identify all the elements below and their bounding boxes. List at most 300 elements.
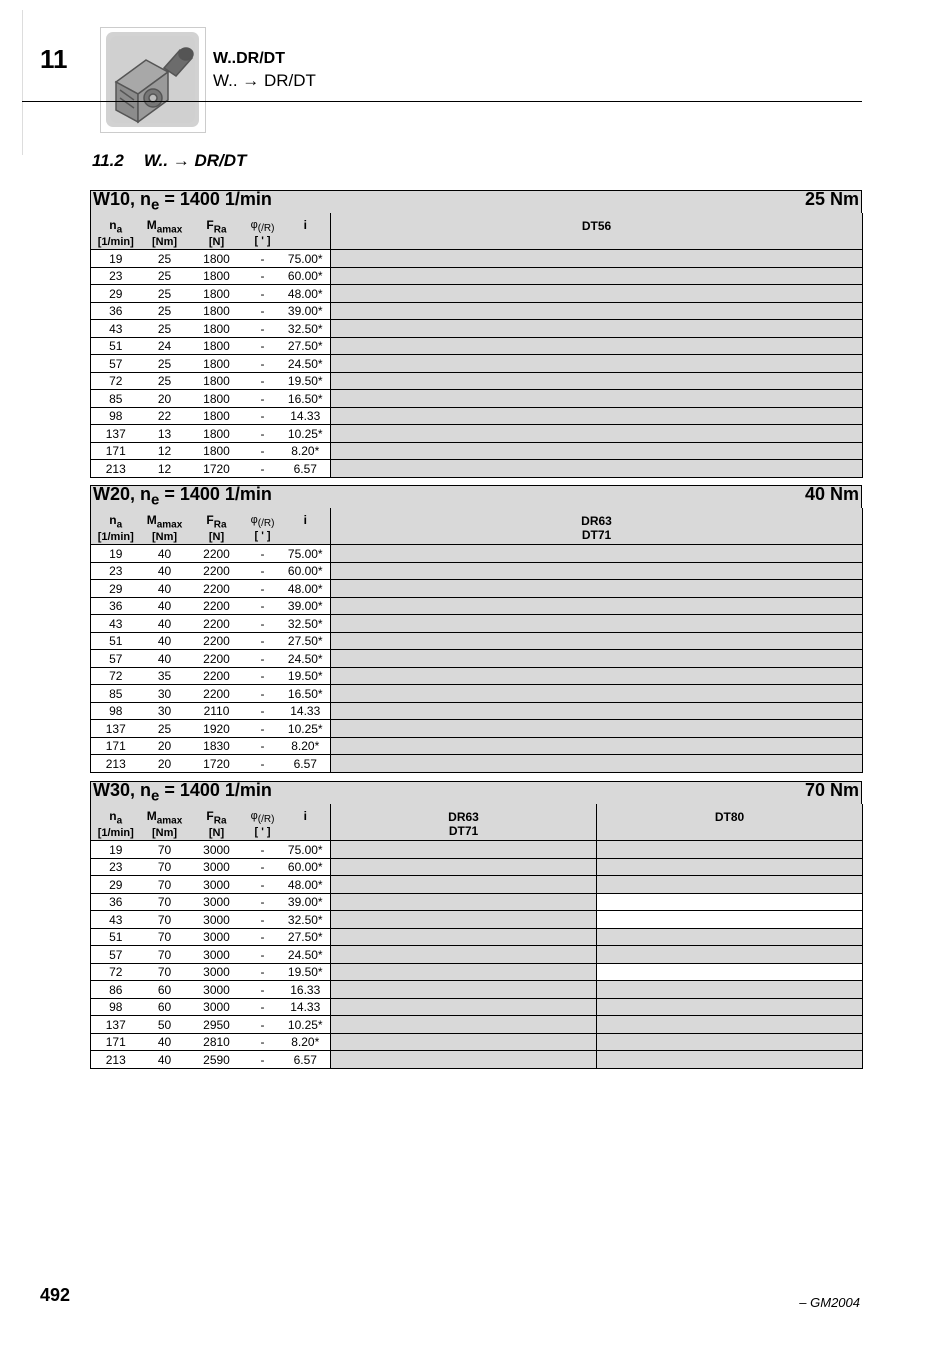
cell-phi: - xyxy=(245,928,281,946)
cell-fra: 2200 xyxy=(189,580,245,598)
motor-availability-cell xyxy=(331,702,863,720)
cell-mamax: 40 xyxy=(141,1051,189,1069)
table-row xyxy=(91,425,863,443)
cell-i: 48.00* xyxy=(281,285,331,303)
col-fra-symbol: $F_{Ra}$ xyxy=(206,513,227,531)
col-i-symbol: i xyxy=(303,218,307,232)
col-na-symbol: $n_a$ xyxy=(109,218,123,236)
motor-availability-cell xyxy=(331,390,863,408)
cell-na: 72 xyxy=(91,372,141,390)
col-na xyxy=(91,508,141,545)
cell-na: 43 xyxy=(91,320,141,338)
motor-availability-cell xyxy=(331,928,597,946)
table-row xyxy=(91,893,863,911)
table-row xyxy=(91,981,863,999)
cell-mamax: 50 xyxy=(141,1016,189,1034)
table-title-bar xyxy=(90,485,862,508)
footer-doc-id: – GM2004 xyxy=(799,1295,860,1310)
cell-phi: - xyxy=(245,632,281,650)
cell-i: 27.50* xyxy=(281,928,331,946)
cell-mamax: 40 xyxy=(141,650,189,668)
cell-i: 14.33 xyxy=(281,702,331,720)
motor-availability-cell xyxy=(331,337,863,355)
cell-na: 72 xyxy=(91,963,141,981)
cell-phi: - xyxy=(245,893,281,911)
col-phi-subscript: (/R) xyxy=(257,518,275,530)
data-table xyxy=(90,213,863,478)
cell-mamax: 25 xyxy=(141,355,189,373)
cell-phi: - xyxy=(245,720,281,738)
table-title-bar xyxy=(90,190,862,213)
table-row xyxy=(91,911,863,929)
cell-i: 27.50* xyxy=(281,337,331,355)
cell-mamax: 25 xyxy=(141,372,189,390)
cell-phi: - xyxy=(245,667,281,685)
motor-availability-cell xyxy=(331,372,863,390)
cell-na: 43 xyxy=(91,615,141,633)
col-fra-symbol: $F_{Ra}$ xyxy=(206,809,227,827)
table-w30 xyxy=(90,781,862,1069)
cell-mamax: 25 xyxy=(141,720,189,738)
table-title-bar xyxy=(90,781,862,804)
cell-fra: 1800 xyxy=(189,250,245,268)
motor-label: DT80 xyxy=(714,810,745,824)
cell-na: 29 xyxy=(91,876,141,894)
table-row xyxy=(91,720,863,738)
col-phi-subscript: (/R) xyxy=(257,223,275,235)
cell-i: 39.00* xyxy=(281,597,331,615)
col-i-symbol: i xyxy=(303,809,307,823)
col-mamax-unit: [Nm] xyxy=(151,827,178,840)
col-i xyxy=(281,804,331,841)
cell-mamax: 40 xyxy=(141,545,189,563)
cell-phi: - xyxy=(245,650,281,668)
cell-phi: - xyxy=(245,946,281,964)
cell-phi: - xyxy=(245,267,281,285)
motor-availability-cell xyxy=(331,858,597,876)
motor-label: DR63 DT71 xyxy=(581,514,612,542)
motor-availability-cell xyxy=(331,597,863,615)
motor-availability-cell xyxy=(331,302,863,320)
table-row xyxy=(91,285,863,303)
cell-na: 171 xyxy=(91,1033,141,1051)
cell-i: 48.00* xyxy=(281,580,331,598)
table-row xyxy=(91,685,863,703)
section-title xyxy=(92,151,246,171)
col-fra xyxy=(189,508,245,545)
motor-col-0 xyxy=(331,804,597,841)
section-number: 11.2 xyxy=(92,151,124,170)
cell-fra: 3000 xyxy=(189,963,245,981)
cell-mamax: 30 xyxy=(141,685,189,703)
cell-i: 24.50* xyxy=(281,650,331,668)
cell-phi: - xyxy=(245,442,281,460)
col-phi-symbol: $\varphi_{(/R)}$ xyxy=(250,810,275,826)
col-fra-unit: [N] xyxy=(208,531,225,544)
cell-fra: 2200 xyxy=(189,545,245,563)
cell-i: 16.50* xyxy=(281,390,331,408)
cell-phi: - xyxy=(245,702,281,720)
table-row xyxy=(91,737,863,755)
cell-fra: 3000 xyxy=(189,893,245,911)
cell-fra: 3000 xyxy=(189,928,245,946)
cell-mamax: 25 xyxy=(141,250,189,268)
motor-availability-cell xyxy=(331,355,863,373)
motor-availability-cell xyxy=(331,667,863,685)
cell-phi: - xyxy=(245,597,281,615)
gear-motor-icon xyxy=(106,32,199,127)
table-row xyxy=(91,320,863,338)
motor-availability-cell xyxy=(331,320,863,338)
cell-na: 43 xyxy=(91,911,141,929)
cell-fra: 1800 xyxy=(189,320,245,338)
header-row xyxy=(91,804,863,841)
cell-na: 85 xyxy=(91,685,141,703)
table-row xyxy=(91,1033,863,1051)
ne-subscript: e xyxy=(151,491,160,509)
cell-i: 24.50* xyxy=(281,946,331,964)
cell-mamax: 12 xyxy=(141,460,189,478)
cell-i: 6.57 xyxy=(281,1051,331,1069)
col-fra-unit: [N] xyxy=(208,236,225,249)
cell-mamax: 40 xyxy=(141,562,189,580)
col-fra-subscript: Ra xyxy=(213,224,227,236)
cell-mamax: 70 xyxy=(141,963,189,981)
cell-phi: - xyxy=(245,372,281,390)
motor-availability-cell xyxy=(597,911,863,929)
col-mamax-unit: [Nm] xyxy=(151,531,178,544)
cell-fra: 2590 xyxy=(189,1051,245,1069)
cell-phi: - xyxy=(245,545,281,563)
motor-availability-cell xyxy=(331,267,863,285)
table-row xyxy=(91,597,863,615)
cell-phi: - xyxy=(245,755,281,773)
col-phi xyxy=(245,213,281,250)
cell-mamax: 40 xyxy=(141,597,189,615)
motor-availability-cell xyxy=(331,442,863,460)
cell-mamax: 70 xyxy=(141,893,189,911)
cell-phi: - xyxy=(245,963,281,981)
col-mamax-subscript: amax xyxy=(156,815,183,827)
cell-na: 29 xyxy=(91,580,141,598)
motor-col-0 xyxy=(331,213,863,250)
cell-fra: 1800 xyxy=(189,285,245,303)
page-number: 492 xyxy=(40,1285,71,1305)
cell-na: 137 xyxy=(91,720,141,738)
cell-i: 32.50* xyxy=(281,320,331,338)
col-i-symbol: i xyxy=(303,513,307,527)
cell-fra: 3000 xyxy=(189,946,245,964)
cell-i: 14.33 xyxy=(281,407,331,425)
cell-phi: - xyxy=(245,390,281,408)
table-row xyxy=(91,841,863,859)
cell-na: 23 xyxy=(91,267,141,285)
motor-availability-cell xyxy=(597,928,863,946)
cell-na: 213 xyxy=(91,1051,141,1069)
cell-na: 171 xyxy=(91,737,141,755)
cell-i: 32.50* xyxy=(281,615,331,633)
cell-na: 19 xyxy=(91,545,141,563)
ne-subscript: e xyxy=(151,787,160,805)
motor-availability-cell xyxy=(331,841,597,859)
col-na-unit: [1/min] xyxy=(97,827,134,840)
cell-mamax: 20 xyxy=(141,737,189,755)
cell-mamax: 70 xyxy=(141,946,189,964)
cell-na: 29 xyxy=(91,285,141,303)
motor-availability-cell xyxy=(597,876,863,894)
table-row xyxy=(91,946,863,964)
cell-i: 24.50* xyxy=(281,355,331,373)
motor-availability-cell xyxy=(597,963,863,981)
cell-fra: 2200 xyxy=(189,562,245,580)
table-row xyxy=(91,302,863,320)
cell-na: 51 xyxy=(91,632,141,650)
motor-availability-cell xyxy=(331,250,863,268)
col-phi xyxy=(245,508,281,545)
motor-availability-cell xyxy=(597,981,863,999)
table-row xyxy=(91,337,863,355)
table-row xyxy=(91,876,863,894)
cell-phi: - xyxy=(245,355,281,373)
motor-availability-cell xyxy=(331,632,863,650)
cell-fra: 3000 xyxy=(189,981,245,999)
motor-availability-cell xyxy=(597,858,863,876)
motor-availability-cell xyxy=(331,580,863,598)
cell-na: 51 xyxy=(91,928,141,946)
motor-availability-cell xyxy=(331,425,863,443)
col-phi-subscript: (/R) xyxy=(257,814,275,826)
cell-mamax: 70 xyxy=(141,858,189,876)
motor-label: DR63 DT71 xyxy=(448,810,479,838)
cell-mamax: 40 xyxy=(141,1033,189,1051)
cell-fra: 3000 xyxy=(189,998,245,1016)
cell-fra: 1830 xyxy=(189,737,245,755)
motor-availability-cell xyxy=(597,1051,863,1069)
cell-i: 8.20* xyxy=(281,737,331,755)
motor-col-0 xyxy=(331,508,863,545)
table-row xyxy=(91,355,863,373)
motor-availability-cell xyxy=(331,720,863,738)
table-row xyxy=(91,615,863,633)
cell-na: 36 xyxy=(91,302,141,320)
cell-phi: - xyxy=(245,685,281,703)
cell-i: 8.20* xyxy=(281,1033,331,1051)
header-subtitle: W.. → DR/DT xyxy=(213,71,316,90)
cell-na: 98 xyxy=(91,998,141,1016)
cell-i: 10.25* xyxy=(281,1016,331,1034)
cell-na: 19 xyxy=(91,250,141,268)
cell-na: 85 xyxy=(91,390,141,408)
gear-motor-image xyxy=(100,27,206,133)
cell-mamax: 60 xyxy=(141,998,189,1016)
cell-i: 14.33 xyxy=(281,998,331,1016)
cell-phi: - xyxy=(245,250,281,268)
table-row xyxy=(91,928,863,946)
table-row xyxy=(91,1016,863,1034)
table-row xyxy=(91,580,863,598)
motor-availability-cell xyxy=(597,1016,863,1034)
cell-mamax: 25 xyxy=(141,267,189,285)
cell-fra: 1800 xyxy=(189,337,245,355)
cell-fra: 1800 xyxy=(189,372,245,390)
table-w10 xyxy=(90,190,862,478)
col-na xyxy=(91,213,141,250)
motor-availability-cell xyxy=(331,946,597,964)
cell-i: 60.00* xyxy=(281,858,331,876)
col-mamax xyxy=(141,508,189,545)
cell-phi: - xyxy=(245,562,281,580)
col-i xyxy=(281,508,331,545)
cell-fra: 1800 xyxy=(189,442,245,460)
table-row xyxy=(91,702,863,720)
cell-mamax: 13 xyxy=(141,425,189,443)
col-mamax-unit: [Nm] xyxy=(151,236,178,249)
cell-phi: - xyxy=(245,337,281,355)
cell-fra: 2200 xyxy=(189,615,245,633)
cell-fra: 1720 xyxy=(189,755,245,773)
col-mamax-symbol: $M_{amax}$ xyxy=(146,513,183,531)
cell-na: 98 xyxy=(91,702,141,720)
cell-fra: 3000 xyxy=(189,858,245,876)
cell-fra: 3000 xyxy=(189,876,245,894)
table-title: W20, $n_e = 1400$ 1/min xyxy=(93,484,272,509)
cell-i: 16.50* xyxy=(281,685,331,703)
cell-mamax: 25 xyxy=(141,285,189,303)
section-name: W.. → DR/DT xyxy=(143,151,247,170)
col-na-unit: [1/min] xyxy=(97,236,134,249)
col-phi-symbol: $\varphi_{(/R)}$ xyxy=(250,219,275,235)
ne-subscript: e xyxy=(151,196,160,214)
header-row xyxy=(91,213,863,250)
table-torque: 70 Nm xyxy=(804,780,859,800)
chapter-number: 11 xyxy=(40,44,68,74)
motor-availability-cell xyxy=(331,981,597,999)
table-row xyxy=(91,407,863,425)
motor-availability-cell xyxy=(597,998,863,1016)
cell-fra: 2950 xyxy=(189,1016,245,1034)
cell-mamax: 70 xyxy=(141,928,189,946)
cell-mamax: 20 xyxy=(141,390,189,408)
cell-na: 51 xyxy=(91,337,141,355)
table-torque: 25 Nm xyxy=(804,189,859,209)
motor-availability-cell xyxy=(331,1016,597,1034)
col-fra-subscript: Ra xyxy=(213,815,227,827)
cell-fra: 2810 xyxy=(189,1033,245,1051)
cell-na: 57 xyxy=(91,946,141,964)
table-row xyxy=(91,562,863,580)
cell-phi: - xyxy=(245,580,281,598)
col-fra-symbol: $F_{Ra}$ xyxy=(206,218,227,236)
cell-phi: - xyxy=(245,911,281,929)
cell-i: 48.00* xyxy=(281,876,331,894)
cell-mamax: 22 xyxy=(141,407,189,425)
cell-fra: 1800 xyxy=(189,390,245,408)
table-title: W10, $n_e = 1400$ 1/min xyxy=(93,189,272,214)
cell-na: 86 xyxy=(91,981,141,999)
motor-col-1 xyxy=(597,804,863,841)
header-divider xyxy=(22,101,862,102)
margin-line xyxy=(22,10,23,155)
table-row xyxy=(91,632,863,650)
header-row xyxy=(91,508,863,545)
cell-i: 75.00* xyxy=(281,545,331,563)
cell-na: 23 xyxy=(91,562,141,580)
cell-na: 36 xyxy=(91,893,141,911)
table-row xyxy=(91,442,863,460)
motor-availability-cell xyxy=(331,285,863,303)
cell-phi: - xyxy=(245,737,281,755)
motor-availability-cell xyxy=(331,562,863,580)
table-title: W30, $n_e = 1400$ 1/min xyxy=(93,780,272,805)
table-row xyxy=(91,963,863,981)
cell-na: 36 xyxy=(91,597,141,615)
table-row xyxy=(91,1051,863,1069)
cell-mamax: 70 xyxy=(141,876,189,894)
col-mamax-symbol: $M_{amax}$ xyxy=(146,218,183,236)
cell-na: 137 xyxy=(91,1016,141,1034)
col-na-subscript: a xyxy=(116,224,123,236)
cell-fra: 3000 xyxy=(189,841,245,859)
motor-availability-cell xyxy=(331,737,863,755)
table-row xyxy=(91,250,863,268)
motor-availability-cell xyxy=(331,876,597,894)
cell-mamax: 70 xyxy=(141,841,189,859)
cell-fra: 1720 xyxy=(189,460,245,478)
col-i xyxy=(281,213,331,250)
col-mamax xyxy=(141,213,189,250)
table-row xyxy=(91,390,863,408)
col-na-symbol: $n_a$ xyxy=(109,809,123,827)
cell-na: 57 xyxy=(91,355,141,373)
cell-mamax: 12 xyxy=(141,442,189,460)
col-fra-unit: [N] xyxy=(208,827,225,840)
cell-fra: 2200 xyxy=(189,632,245,650)
cell-phi: - xyxy=(245,460,281,478)
motor-label: DT56 xyxy=(581,219,612,233)
cell-fra: 3000 xyxy=(189,911,245,929)
table-row xyxy=(91,650,863,668)
cell-phi: - xyxy=(245,981,281,999)
col-na-subscript: a xyxy=(116,815,123,827)
cell-na: 213 xyxy=(91,755,141,773)
motor-availability-cell xyxy=(597,1033,863,1051)
cell-fra: 2200 xyxy=(189,650,245,668)
table-row xyxy=(91,545,863,563)
motor-availability-cell xyxy=(331,545,863,563)
cell-phi: - xyxy=(245,407,281,425)
motor-availability-cell xyxy=(331,407,863,425)
col-fra-subscript: Ra xyxy=(213,519,227,531)
motor-availability-cell xyxy=(597,893,863,911)
cell-i: 60.00* xyxy=(281,267,331,285)
table-row xyxy=(91,755,863,773)
cell-phi: - xyxy=(245,1051,281,1069)
table-row xyxy=(91,372,863,390)
cell-i: 75.00* xyxy=(281,250,331,268)
cell-mamax: 40 xyxy=(141,632,189,650)
col-na xyxy=(91,804,141,841)
cell-phi: - xyxy=(245,876,281,894)
col-phi-unit: [ ' ] xyxy=(254,235,271,248)
motor-availability-cell xyxy=(331,460,863,478)
col-mamax-subscript: amax xyxy=(156,224,183,236)
header-title: W..DR/DT xyxy=(213,50,285,67)
cell-fra: 1800 xyxy=(189,407,245,425)
cell-phi: - xyxy=(245,320,281,338)
cell-fra: 1800 xyxy=(189,302,245,320)
cell-na: 23 xyxy=(91,858,141,876)
cell-na: 213 xyxy=(91,460,141,478)
